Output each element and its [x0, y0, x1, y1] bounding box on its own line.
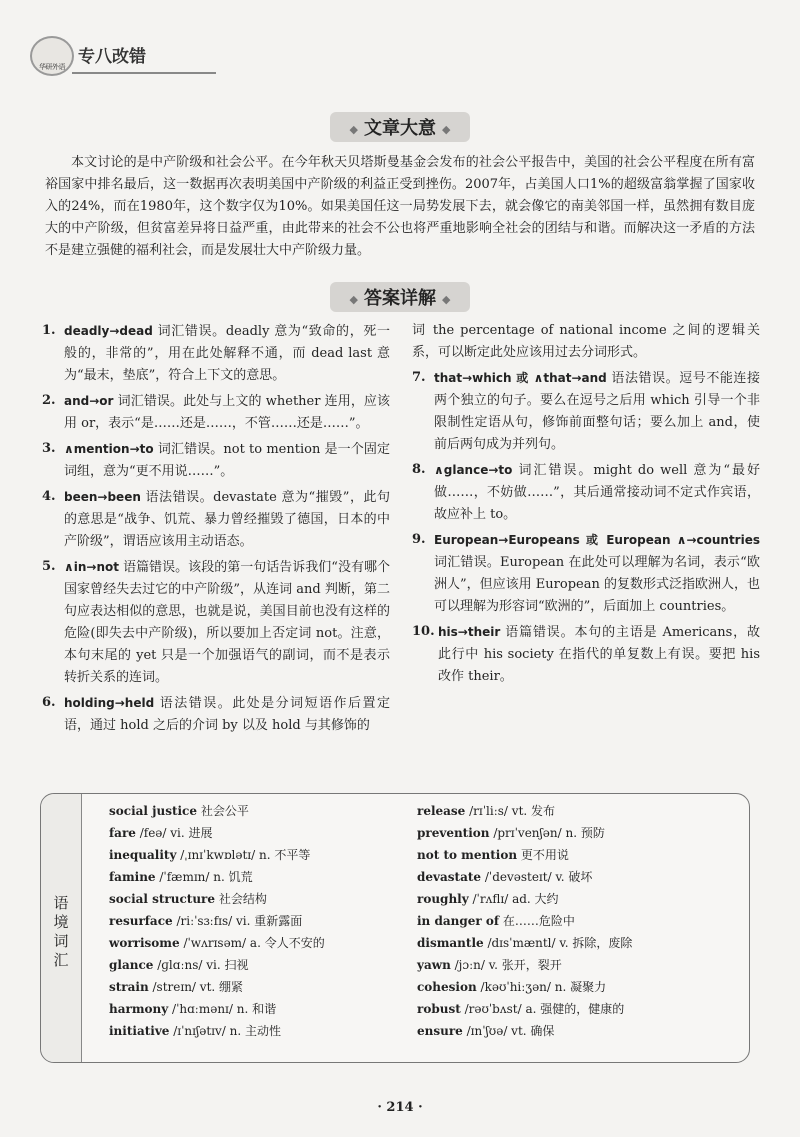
vocab-entry — [109, 844, 409, 866]
vocab-word: ensure — [417, 1024, 463, 1038]
answer-continuation: 词 the percentage of national income 之间的逻辑关系，可以断定此处应该用过去分词形式。 — [412, 323, 760, 360]
vocab-entry — [109, 932, 409, 954]
answer-explanation: 词汇错误。not to mention 是一个固定词组，意为“更不用说……”。 — [64, 442, 390, 479]
vocab-word: yawn — [417, 958, 451, 972]
vocab-entry — [417, 976, 747, 998]
vocab-definition: /kəʊˈhiːʒən/ n. 凝聚力 — [476, 980, 607, 994]
page-number: · 214 · — [377, 1100, 423, 1115]
page-header — [30, 30, 180, 80]
vocab-word: dismantle — [417, 936, 484, 950]
header-rule — [72, 72, 216, 74]
vocab-word: glance — [109, 958, 154, 972]
vocab-word: robust — [417, 1002, 461, 1016]
brand-logo — [30, 36, 74, 76]
answer-key: that→which 或 ∧that→and — [434, 371, 607, 385]
answer-item — [412, 459, 760, 526]
vocab-word: worrisome — [109, 936, 180, 950]
vocab-word: prevention — [417, 826, 490, 840]
answer-key: and→or — [64, 394, 114, 408]
vocab-word: inequality — [109, 848, 177, 862]
answer-number: 3. — [42, 441, 56, 456]
vocab-entry — [109, 800, 409, 822]
vocab-word: social justice — [109, 804, 198, 818]
vocab-definition: /dɪsˈmæntl/ v. 拆除，废除 — [483, 936, 633, 950]
vocab-entry — [417, 800, 747, 822]
vocab-entry — [109, 954, 409, 976]
vocab-definition: /rɪˈliːs/ vt. 发布 — [465, 804, 556, 818]
vocab-definition: /ˌɪnɪˈkwɒlətɪ/ n. 不平等 — [176, 848, 311, 862]
answer-item — [412, 367, 760, 456]
answer-key: been→been — [64, 490, 141, 504]
vocabulary-column-right — [417, 800, 747, 1042]
answer-item — [42, 438, 390, 483]
vocab-entry — [417, 998, 747, 1020]
vocab-entry — [109, 998, 409, 1020]
answer-explanation: 词汇错误。此处与上文的 whether 连用，应该用 or，表示“是……还是……，不管……还是……”。 — [64, 394, 390, 431]
vocab-entry — [417, 910, 747, 932]
vocab-entry — [417, 888, 747, 910]
vocab-definition: /rəʊˈbʌst/ a. 强健的，健康的 — [460, 1002, 625, 1016]
answer-key: ∧mention→to — [64, 442, 154, 456]
answer-explanation: 语法错误。逗号不能连接两个独立的句子。要么在逗号之后用 which 引导一个非限制性定语从句，修饰前面整句话；要么加上 and，使前后两句成为并列句。 — [434, 371, 760, 452]
answer-number: 5. — [42, 559, 56, 574]
answer-item — [42, 320, 390, 387]
answer-number: 9. — [412, 532, 426, 547]
vocab-word: initiative — [109, 1024, 170, 1038]
vocab-definition: /ˈhɑːmənɪ/ n. 和谐 — [168, 1002, 277, 1016]
summary-paragraph: 本文讨论的是中产阶级和社会公平。在今年秋天贝塔斯曼基金会发布的社会公平报告中，美国的社会公平程度在所有富裕国家中排名最后，这一数据再次表明美国中产阶级的利益正受到挫伤。2007年，占美国人口1%的超级富翁掌握了国家收入的24%，而在1980年，这个数字仅为10%。如果美国任这一局势发展下去，就会像它的南美邻国一样，虽然拥有数目庞大的中产阶级，但贫富差异将日益严重，由此带来的社会不公也将严重地影响全社会的团结与和谐。而解决这一矛盾的方法不是建立强健的福利社会，而是发展壮大中产阶级力量。 — [45, 155, 755, 258]
vocab-word: devastate — [417, 870, 482, 884]
vocab-definition: /prɪˈvenʃən/ n. 预防 — [489, 826, 605, 840]
vocab-word: famine — [109, 870, 156, 884]
vocab-definition: /ˈfæmɪn/ n. 饥荒 — [155, 870, 253, 884]
vocabulary-label: 语境词汇 — [53, 894, 69, 969]
answer-key: ∧in→not — [64, 560, 119, 574]
answer-explanation: 语篇错误。本句的主语是 Americans，故此行中 his society 在指代的单复数上有误。要把 his 改作 their。 — [438, 625, 760, 684]
answer-explanation: 词汇错误。deadly 意为“致命的，死一般的，非常的”，用在此处解释不通，而 dead last 意为“最末，垫底”，符合上下文的意思。 — [64, 324, 390, 383]
answer-number: 8. — [412, 462, 426, 477]
vocab-entry — [417, 1020, 747, 1042]
vocab-entry — [109, 910, 409, 932]
vocab-word: harmony — [109, 1002, 169, 1016]
vocab-definition: 在……危险中 — [499, 914, 575, 928]
vocab-entry — [417, 866, 747, 888]
vocab-word: in danger of — [417, 914, 500, 928]
vocab-word: fare — [109, 826, 136, 840]
vocab-entry — [109, 1020, 409, 1042]
vocabulary-box — [40, 793, 750, 1063]
vocab-definition: /jɔːn/ v. 张开，裂开 — [450, 958, 562, 972]
answer-key: ∧glance→to — [434, 463, 513, 477]
vocabulary-column-left — [109, 800, 409, 1042]
vocab-entry — [109, 888, 409, 910]
answer-item — [42, 556, 390, 689]
answer-item — [412, 529, 760, 618]
answer-key: his→their — [438, 625, 501, 639]
answer-number: 6. — [42, 695, 56, 710]
vocab-word: cohesion — [417, 980, 477, 994]
vocab-entry — [109, 822, 409, 844]
vocab-definition: 更不用说 — [517, 848, 569, 862]
vocab-definition: 社会结构 — [215, 892, 267, 906]
answer-explanation: 语法错误。此处是分词短语作后置定语，通过 hold 之后的介词 by 以及 hold 与其修饰的 — [64, 696, 390, 733]
vocab-entry — [109, 976, 409, 998]
vocab-definition: /ɡlɑːns/ vi. 扫视 — [153, 958, 249, 972]
answer-explanation: 词汇错误。might do well 意为“最好做……，不妨做……”，其后通常接动词不定式作宾语，故应补上 to。 — [434, 463, 760, 522]
logo-text: 华研外语 — [39, 63, 65, 71]
answer-number: 2. — [42, 393, 56, 408]
answer-key: deadly→dead — [64, 324, 153, 338]
answer-explanation: 语篇错误。该段的第一句话告诉我们“没有哪个国家曾经失去过它的中产阶级”，从连词 and 判断，第二句应表达相似的意思，也就是说，美国目前也没有这样的危险(即失去中产阶级)，所以要加上否定词 not。注意，本句末尾的 yet 只是一个加强语气的副词，而不是表示转折关系的连词。 — [64, 560, 390, 685]
answers-section-title — [0, 282, 800, 312]
answer-key: European→Europeans 或 European ∧→countries — [434, 533, 760, 547]
answer-explanation: 语法错误。devastate 意为“摧毁”，此句的意思是“战争、饥荒、暴力曾经摧毁了德国，日本的中产阶级”，谓语应该用主动语态。 — [64, 490, 390, 549]
vocab-word: resurface — [109, 914, 173, 928]
vocab-entry — [109, 866, 409, 888]
vocab-definition: /riːˈsɜːfɪs/ vi. 重新露面 — [172, 914, 303, 928]
answer-key: holding→held — [64, 696, 155, 710]
answer-item — [42, 692, 390, 737]
vocab-definition: /feə/ vi. 进展 — [135, 826, 213, 840]
vocab-definition: /ˈdevəsteɪt/ v. 破坏 — [481, 870, 593, 884]
vocab-definition: /ˈwʌrɪsəm/ a. 令人不安的 — [179, 936, 325, 950]
vocab-word: release — [417, 804, 466, 818]
summary-section-title — [0, 112, 800, 142]
summary-title-label: ◆ 文章大意 ◆ — [330, 112, 471, 142]
answer-item — [42, 486, 390, 553]
header-title: 专八改错 — [78, 47, 146, 67]
vocab-definition: 社会公平 — [197, 804, 249, 818]
answer-number: 4. — [42, 489, 56, 504]
vocab-definition: /ˈrʌflɪ/ ad. 大约 — [468, 892, 559, 906]
vocab-word: roughly — [417, 892, 469, 906]
answers-column-left — [42, 320, 390, 740]
vocab-entry — [417, 954, 747, 976]
answer-number: 10. — [412, 624, 435, 639]
answer-number: 7. — [412, 370, 426, 385]
vocab-entry — [417, 844, 747, 866]
answer-explanation: 词汇错误。European 在此处可以理解为名词，表示“欧洲人”，但应该用 European 的复数形式泛指欧洲人，也可以理解为形容词“欧洲的”，后面加上 countries。 — [434, 555, 760, 614]
vocab-word: strain — [109, 980, 149, 994]
vocab-definition: /streɪn/ vt. 绷紧 — [148, 980, 244, 994]
answers-column-right — [412, 320, 760, 691]
vocab-word: social structure — [109, 892, 216, 906]
vocabulary-side-tab — [41, 794, 82, 1062]
vocab-entry — [417, 932, 747, 954]
answers-title-label: ◆ 答案详解 ◆ — [330, 282, 471, 312]
vocab-definition: /ɪnˈʃʊə/ vt. 确保 — [462, 1024, 555, 1038]
answer-item — [412, 621, 760, 688]
answer-item — [42, 390, 390, 435]
answer-number: 1. — [42, 323, 56, 338]
vocab-definition: /ɪˈnɪʃətɪv/ n. 主动性 — [169, 1024, 282, 1038]
vocab-word: not to mention — [417, 848, 518, 862]
vocab-entry — [417, 822, 747, 844]
